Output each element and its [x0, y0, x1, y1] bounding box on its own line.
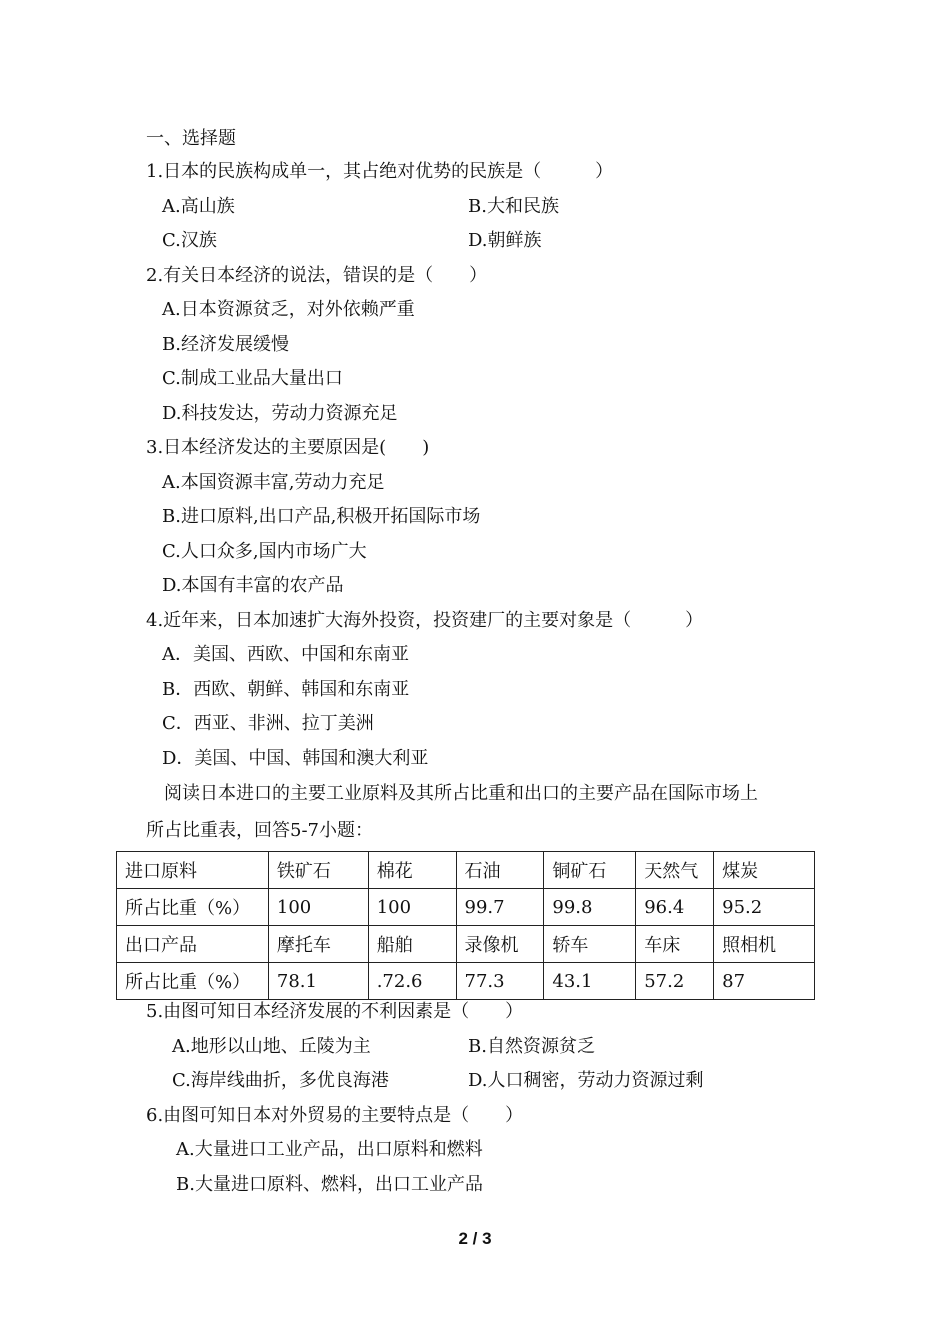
question-3-option-c: C.人口众多,国内市场广大	[162, 541, 367, 562]
question-5-option-a: A.地形以山地、丘陵为主	[172, 1036, 371, 1057]
question-2-option-d: D.科技发达，劳动力资源充足	[162, 403, 398, 424]
question-6-option-a: A.大量进口工业产品，出口原料和燃料	[176, 1139, 483, 1160]
table-cell: 轿车	[544, 926, 636, 963]
table-cell: 95.2	[714, 889, 815, 926]
question-1-stem: 1.日本的民族构成单一，其占绝对优势的民族是（ ）	[146, 161, 614, 182]
table-cell: 43.1	[544, 963, 636, 1000]
question-3-option-b: B.进口原料,出口产品,积极开拓国际市场	[162, 506, 481, 527]
reading-intro-line-1: 阅读日本进口的主要工业原料及其所占比重和出口的主要产品在国际市场上	[164, 783, 758, 804]
table-cell: 船舶	[368, 926, 456, 963]
question-6-stem: 6.由图可知日本对外贸易的主要特点是（ ）	[146, 1105, 524, 1126]
question-4-stem: 4.近年来，日本加速扩大海外投资，投资建厂的主要对象是（ ）	[146, 610, 704, 631]
table-cell: 出口产品	[117, 926, 269, 963]
question-3-stem: 3.日本经济发达的主要原因是( )	[146, 437, 430, 458]
table-cell: 天然气	[636, 852, 714, 889]
table-cell: .72.6	[368, 963, 456, 1000]
table-cell: 87	[714, 963, 815, 1000]
table-cell: 99.8	[544, 889, 636, 926]
question-2-option-c: C.制成工业品大量出口	[162, 368, 343, 389]
table-cell: 摩托车	[268, 926, 368, 963]
question-4-option-b: B．西欧、朝鲜、韩国和东南亚	[162, 679, 410, 700]
table-cell: 所占比重（%）	[117, 963, 269, 1000]
question-6-option-b: B.大量进口原料、燃料，出口工业产品	[176, 1174, 483, 1195]
table-cell: 78.1	[268, 963, 368, 1000]
question-2-stem: 2.有关日本经济的说法，错误的是（ ）	[146, 265, 488, 286]
table-cell: 所占比重（%）	[117, 889, 269, 926]
question-4-option-a: A．美国、西欧、中国和东南亚	[162, 644, 409, 665]
table-cell: 车床	[636, 926, 714, 963]
question-1-option-b: B.大和民族	[468, 196, 559, 217]
table-cell: 石油	[456, 852, 544, 889]
table-cell: 棉花	[368, 852, 456, 889]
question-4-option-d: D．美国、中国、韩国和澳大利亚	[162, 748, 429, 769]
table-cell: 100	[268, 889, 368, 926]
table-cell: 照相机	[714, 926, 815, 963]
table-row	[117, 926, 815, 963]
question-5-option-b: B.自然资源贫乏	[468, 1036, 595, 1057]
table-row	[117, 852, 815, 889]
table-row	[117, 963, 815, 1000]
question-1-option-c: C.汉族	[162, 230, 217, 251]
question-3-option-d: D.本国有丰富的农产品	[162, 575, 344, 596]
section-title: 一、选择题	[146, 128, 236, 149]
table-cell: 57.2	[636, 963, 714, 1000]
table-cell: 96.4	[636, 889, 714, 926]
page-number: 2 / 3	[458, 1229, 492, 1248]
question-5-option-d: D.人口稠密，劳动力资源过剩	[468, 1070, 704, 1091]
table-cell: 录像机	[456, 926, 544, 963]
reading-intro-line-2: 所占比重表，回答5-7小题：	[146, 820, 373, 841]
question-5-option-c: C.海岸线曲折，多优良海港	[172, 1070, 389, 1091]
trade-table	[116, 851, 815, 1000]
question-3-option-a: A.本国资源丰富,劳动力充足	[162, 472, 385, 493]
question-1-option-d: D.朝鲜族	[468, 230, 542, 251]
question-2-option-a: A.日本资源贫乏，对外依赖严重	[162, 299, 415, 320]
table-cell: 铁矿石	[268, 852, 368, 889]
question-4-option-c: C．西亚、非洲、拉丁美洲	[162, 713, 374, 734]
table-cell: 99.7	[456, 889, 544, 926]
table-cell: 100	[368, 889, 456, 926]
table-cell: 77.3	[456, 963, 544, 1000]
table-cell: 进口原料	[117, 852, 269, 889]
question-2-option-b: B.经济发展缓慢	[162, 334, 289, 355]
question-1-option-a: A.高山族	[162, 196, 235, 217]
table-cell: 煤炭	[714, 852, 815, 889]
table-cell: 铜矿石	[544, 852, 636, 889]
table-row	[117, 889, 815, 926]
question-5-stem: 5.由图可知日本经济发展的不利因素是（ ）	[146, 1001, 524, 1022]
